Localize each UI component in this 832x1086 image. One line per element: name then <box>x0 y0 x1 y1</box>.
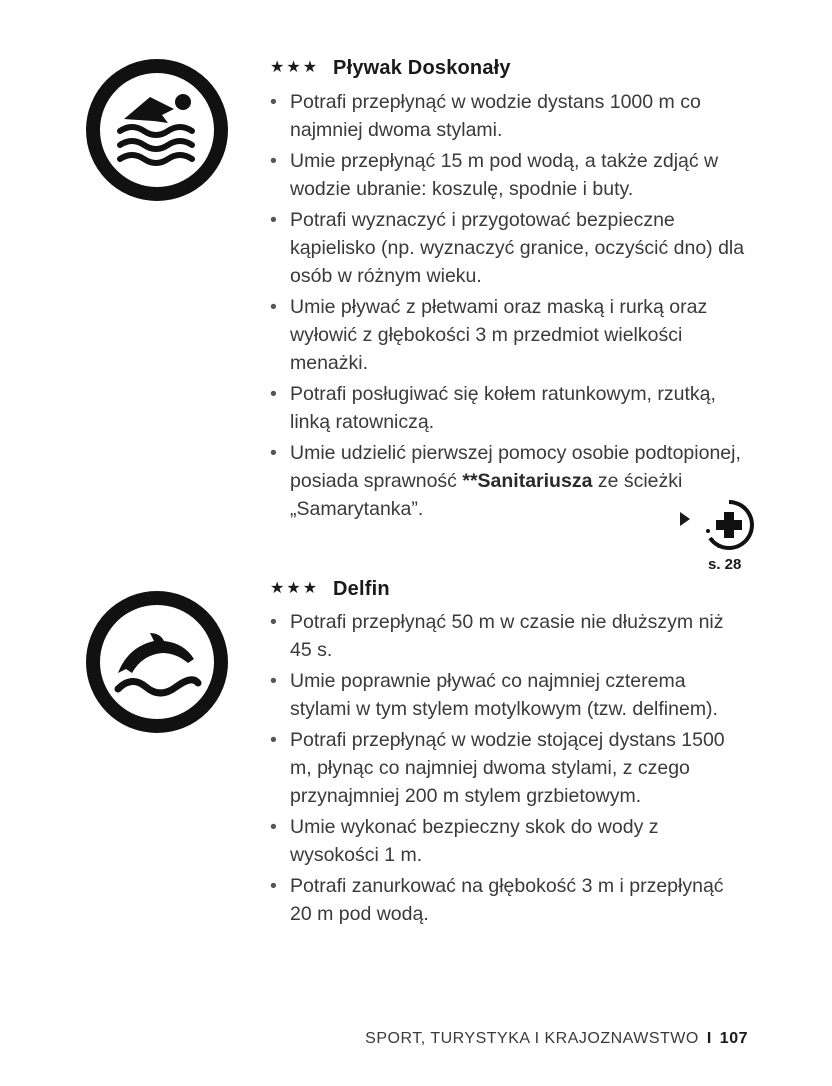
list-item: • Potrafi wyznaczyć i przygotować bezpieczne kąpielisko (np. wyznaczyć granice, oczyścić dno) dla osób w różnym wieku. <box>270 206 750 290</box>
list-item: • Potrafi zanurkować na głębokość 3 m i przepłynąć 20 m pod wodą. <box>270 872 750 928</box>
list-item: • Potrafi posługiwać się kołem ratunkowym, rzutką, linką ratowniczą. <box>270 380 750 436</box>
dolphin-badge <box>84 589 230 735</box>
requirements-list-delfin <box>270 608 750 931</box>
list-item: • Umie wykonać bezpieczny skok do wody z wysokości 1 m. <box>270 813 750 869</box>
list-item: • Umie pływać z płetwami oraz maską i rurką oraz wyłowić z głębokości 3 m przedmiot wielkości menażki. <box>270 293 750 377</box>
list-item-text: ze ścieżki „Samarytanka”. <box>290 470 683 520</box>
section-title-text: Delfin <box>333 578 390 600</box>
rating-stars: ★★★ <box>270 59 320 76</box>
list-item: • Umie poprawnie pływać co najmniej czterema stylami w tym stylem motylkowym (tzw. delfinem). <box>270 667 750 723</box>
page-footer <box>365 1030 748 1048</box>
section-title-text: Pływak Doskonały <box>333 57 511 79</box>
section-title-plywak <box>270 57 511 80</box>
swimmer-icon <box>84 57 230 203</box>
arrow-right-icon <box>680 512 690 526</box>
list-item: • Potrafi przepłynąć 50 m w czasie nie dłuższym niż 45 s. <box>270 608 750 664</box>
requirements-list-plywak <box>270 88 750 526</box>
footer-separator: I <box>706 1030 712 1047</box>
first-aid-icon <box>702 498 756 552</box>
list-item: • Potrafi przepłynąć w wodzie stojącej dystans 1500 m, płynąc co najmniej dwoma stylami, z czego przynajmniej 200 m stylem grzbietowym. <box>270 726 750 810</box>
list-item <box>270 439 750 523</box>
page-number: 107 <box>719 1030 748 1047</box>
crossref-first-aid[interactable] <box>680 498 760 578</box>
section-title-delfin <box>270 578 390 601</box>
list-item-text: Umie udzielić pierwszej pomocy osobie podtopionej, posiada sprawność <box>290 442 741 492</box>
sanitariusz-link[interactable]: **Sanitariusza <box>462 470 593 492</box>
page-reference: s. 28 <box>708 556 742 573</box>
list-item: • Umie przepłynąć 15 m pod wodą, a także zdjąć w wodzie ubranie: koszulę, spodnie i buty. <box>270 147 750 203</box>
rating-stars: ★★★ <box>270 580 320 597</box>
dolphin-icon <box>84 589 230 735</box>
list-item: • Potrafi przepłynąć w wodzie dystans 1000 m co najmniej dwoma stylami. <box>270 88 750 144</box>
chapter-name: SPORT, TURYSTYKA I KRAJOZNAWSTWO <box>365 1030 699 1047</box>
swimmer-badge <box>84 57 230 203</box>
